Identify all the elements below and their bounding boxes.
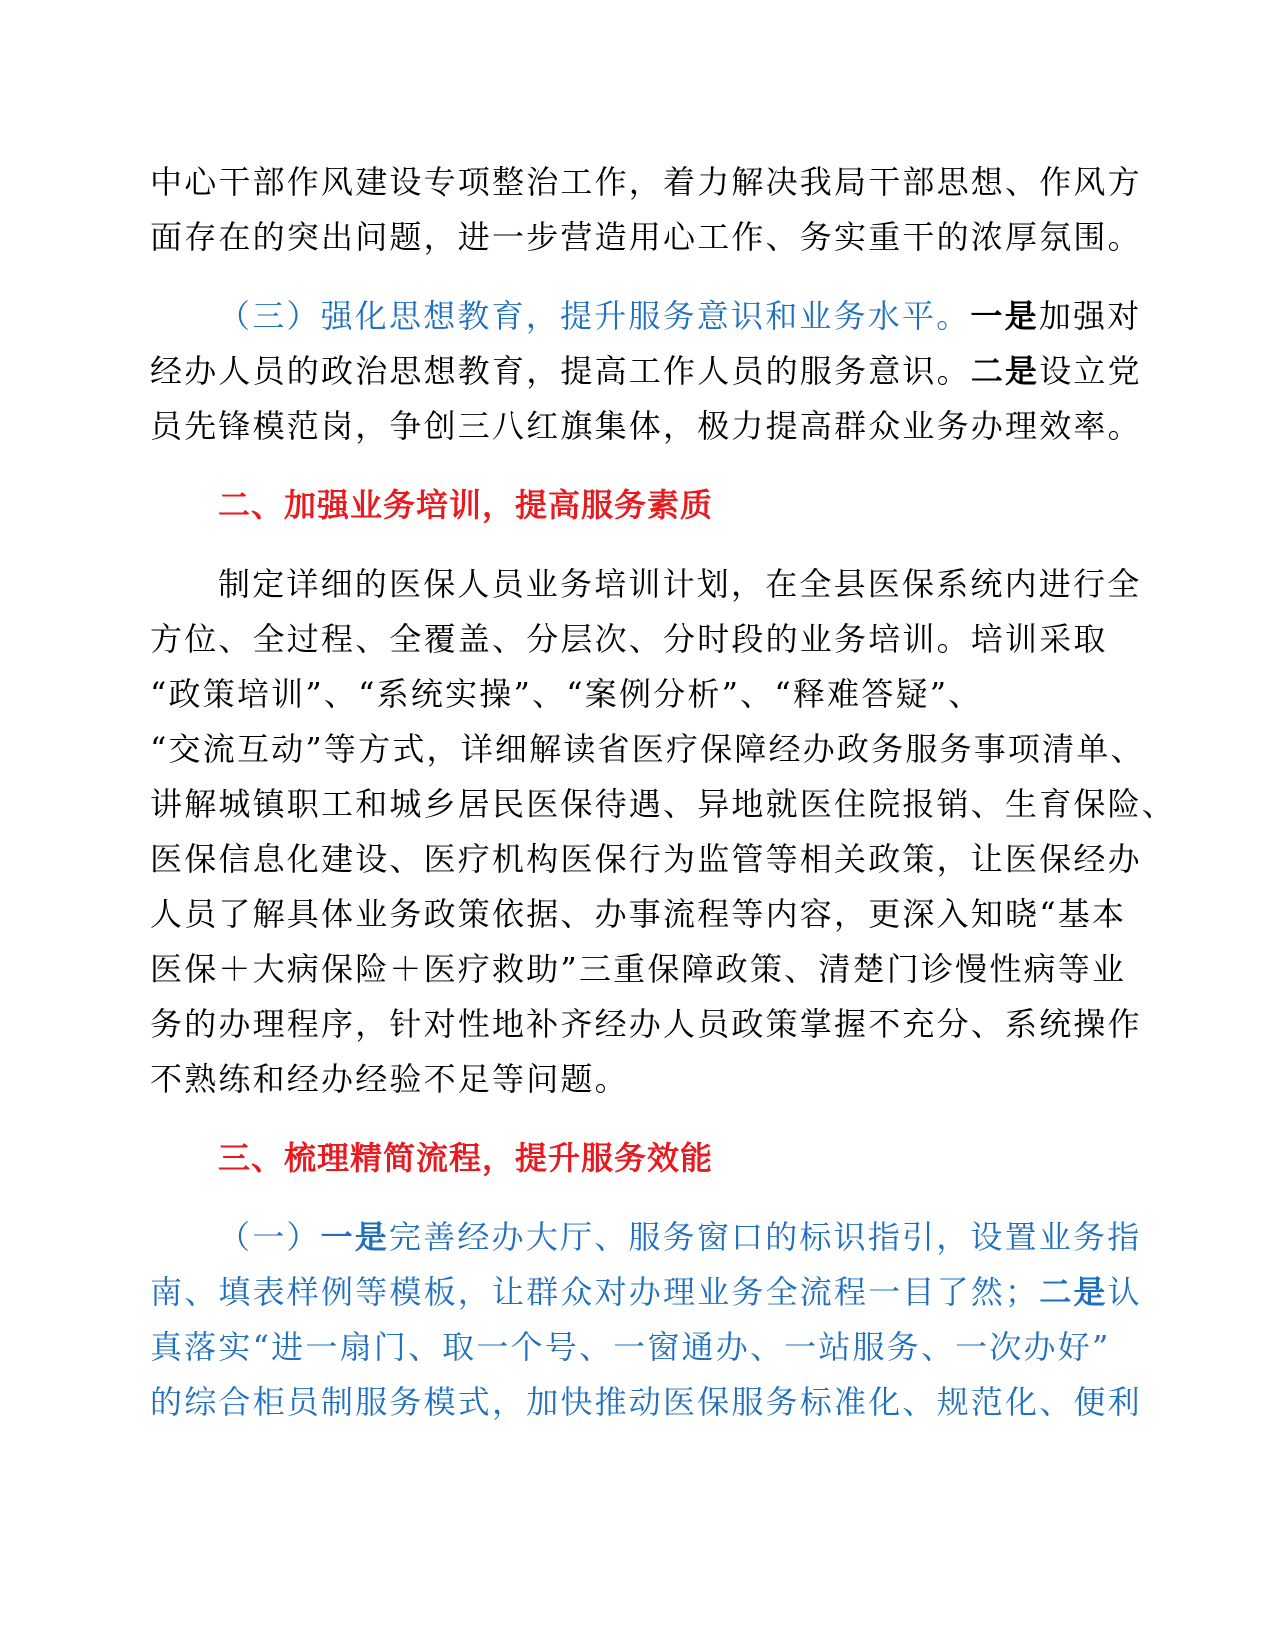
paragraph-line: 真落实“进一扇门、取一个号、一窗通办、一站服务、一次办好” xyxy=(150,1328,1111,1366)
item-prefix: （一） xyxy=(218,1218,321,1256)
paragraph-line xyxy=(150,351,1142,391)
paragraph-line: 医保信息化建设、医疗机构医保行为监管等相关政策，让医保经办 xyxy=(150,840,1142,878)
paragraph-line: 员先锋模范岗，争创三八红旗集体，极力提高群众业务办理效率。 xyxy=(150,407,1142,445)
text-run: 经办人员的政治思想教育，提高工作人员的服务意识。 xyxy=(150,352,971,390)
section-heading-2: 二、加强业务培训，提高服务素质 xyxy=(218,486,714,524)
paragraph-line: 人员了解具体业务政策依据、办事流程等内容，更深入知晓“基本 xyxy=(150,895,1127,933)
paragraph-line xyxy=(218,1217,1142,1257)
marker-second: 二是 xyxy=(970,352,1040,390)
text-run: 设立党 xyxy=(1039,352,1142,390)
paragraph-line: “交流互动”等方式，详细解读省医疗保障经办政务服务事项清单、 xyxy=(150,730,1145,768)
paragraph-line: 务的办理程序，针对性地补齐经办人员政策掌握不充分、系统操作 xyxy=(150,1005,1142,1043)
paragraph-line: 的综合柜员制服务模式，加快推动医保服务标准化、规范化、便利 xyxy=(150,1383,1142,1421)
paragraph-line xyxy=(218,296,1142,336)
paragraph-line: 不熟练和经办经验不足等问题。 xyxy=(150,1060,629,1098)
paragraph-line: 医保＋大病保险＋医疗救助”三重保障政策、清楚门诊慢性病等业 xyxy=(150,950,1127,988)
paragraph-line xyxy=(150,1272,1142,1312)
paragraph-line: 中心干部作风建设专项整治工作，着力解决我局干部思想、作风方 xyxy=(150,163,1142,201)
paragraph-line: 方位、全过程、全覆盖、分层次、分时段的业务培训。培训采取 xyxy=(150,620,1108,658)
marker-first: 一是 xyxy=(320,1218,390,1256)
subheading-3: （三）强化思想教育，提升服务意识和业务水平。 xyxy=(218,297,971,335)
paragraph-line: 制定详细的医保人员业务培训计划，在全县医保系统内进行全 xyxy=(218,565,1142,603)
text-run: 加强对 xyxy=(1038,297,1142,335)
marker-first: 一是 xyxy=(970,297,1039,335)
text-run: 南、填表样例等模板，让群众对办理业务全流程一目了然； xyxy=(150,1273,1040,1311)
text-run: 认 xyxy=(1107,1273,1142,1311)
paragraph-line: 面存在的突出问题，进一步营造用心工作、务实重干的浓厚氛围。 xyxy=(150,218,1142,256)
section-heading-3: 三、梳理精简流程，提升服务效能 xyxy=(218,1139,714,1177)
marker-second: 二是 xyxy=(1039,1273,1108,1311)
paragraph-line: “政策培训”、“系统实操”、“案例分析”、“释难答疑”、 xyxy=(150,675,983,713)
paragraph-line: 讲解城镇职工和城乡居民医保待遇、异地就医住院报销、生育保险、 xyxy=(150,785,1177,823)
text-run: 完善经办大厅、服务窗口的标识指引，设置业务指 xyxy=(389,1218,1142,1256)
